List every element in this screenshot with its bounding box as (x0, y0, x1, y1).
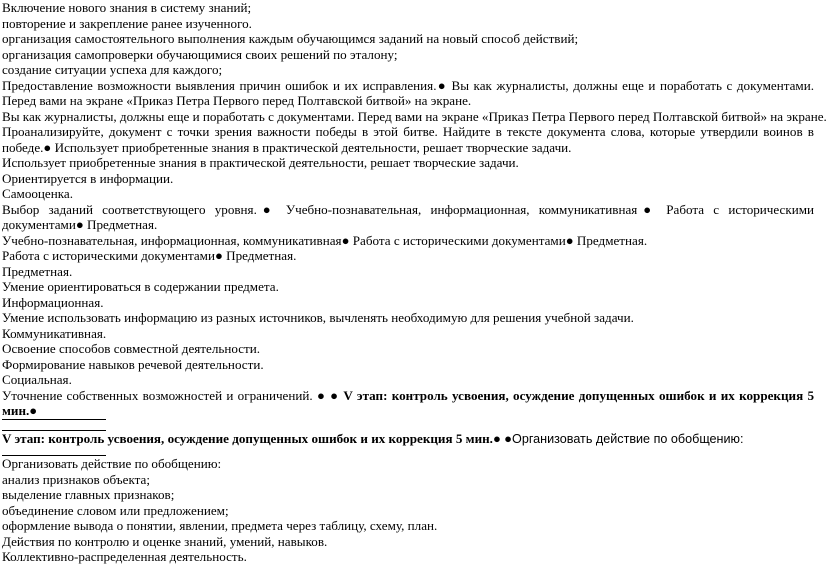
text-line: Действия по контролю и оценке знаний, умений, навыков. (2, 533, 328, 549)
text-line: Ориентируется в информации. (2, 170, 174, 186)
text-span: Организовать действие по обобщению: (512, 431, 744, 446)
text-line: Предметная. (2, 263, 73, 279)
text-line: Освоение способов совместной деятельности. (2, 341, 261, 356)
text-line: организация самопроверки обучающимися своих решений по эталону; (2, 46, 398, 62)
text-line: Социальная. (2, 372, 72, 387)
text-line: организация самостоятельного выполнения каждым обучающимся заданий на новый способ действий; (2, 31, 579, 46)
text-line: Умение ориентироваться в содержании предмета. (2, 279, 279, 294)
text-line: выделение главных признаков; (2, 487, 175, 502)
text-line: Формирование навыков речевой деятельности. (2, 356, 264, 372)
spacer (2, 447, 814, 455)
text-line: оформление вывода о понятии, явлении, предмета через таблицу, схему, план. (2, 518, 438, 533)
stage-heading: V этап: контроль усвоения, осуждение допущенных ошибок и их коррекция 5 мин.● ● (2, 430, 513, 446)
text-line: Использует приобретенные знания в практической деятельности, решает творческие задачи. (2, 155, 519, 170)
text-line: повторение и закрепление ранее изученного. (2, 15, 252, 31)
text-line: Коммуникативная. (2, 325, 107, 341)
text-line: создание ситуации успеха для каждого; (2, 62, 223, 77)
text-paragraph (2, 388, 814, 419)
stage-heading: V этап: контроль усвоения, осуждение допущенных ошибок и их коррекция 5 мин.● (2, 387, 814, 418)
text-line: Коллективно-распределенная деятельность. (2, 549, 247, 564)
text-line: Учебно-познавательная, информационная, коммуникативная● Работа с историческими документами● Предметная. (2, 232, 648, 248)
text-paragraph: Проанализируйте, документ с точки зрения важности победы в этой битве. Найдите в тексте документа слова, которые утвердили воинов в победе.● Использует приобретенные знания в практической деятельности, решает творческие задачи. (2, 124, 814, 155)
text-line: объединение словом или предложением; (2, 502, 229, 518)
text-line: Работа с историческими документами● Предметная. (2, 248, 297, 263)
text-line: Включение нового знания в систему знаний; (2, 0, 252, 15)
text-line: Умение использовать информацию из разных источников, вычленять необходимую для решения учебной задачи. (2, 310, 634, 325)
text-line (2, 431, 814, 448)
text-line: Организовать действие по обобщению: (2, 456, 222, 471)
text-line: анализ признаков объекта; (2, 471, 150, 487)
spacer (2, 420, 814, 430)
text-line: Самооценка. (2, 186, 73, 201)
text-line: Информационная. (2, 294, 104, 310)
text-span: Уточнение собственных возможностей и ограничений. ● ● (2, 387, 340, 403)
text-paragraph: Выбор заданий соответствующего уровня.● Учебно-познавательная, информационная, коммуникативная● Работа с историческими документами● Предметная. (2, 201, 814, 232)
text-paragraph: Предоставление возможности выявления причин ошибок и их исправления.● Вы как журналисты, должны еще и поработать с документами. Перед вами на экране «Приказ Петра Первого перед Полтавской битвой» на экране. (2, 77, 814, 108)
text-line: Вы как журналисты, должны еще и поработать с документами. Перед вами на экране «Приказ Петра Первого перед Полтавской битвой» на экране. (2, 108, 827, 124)
